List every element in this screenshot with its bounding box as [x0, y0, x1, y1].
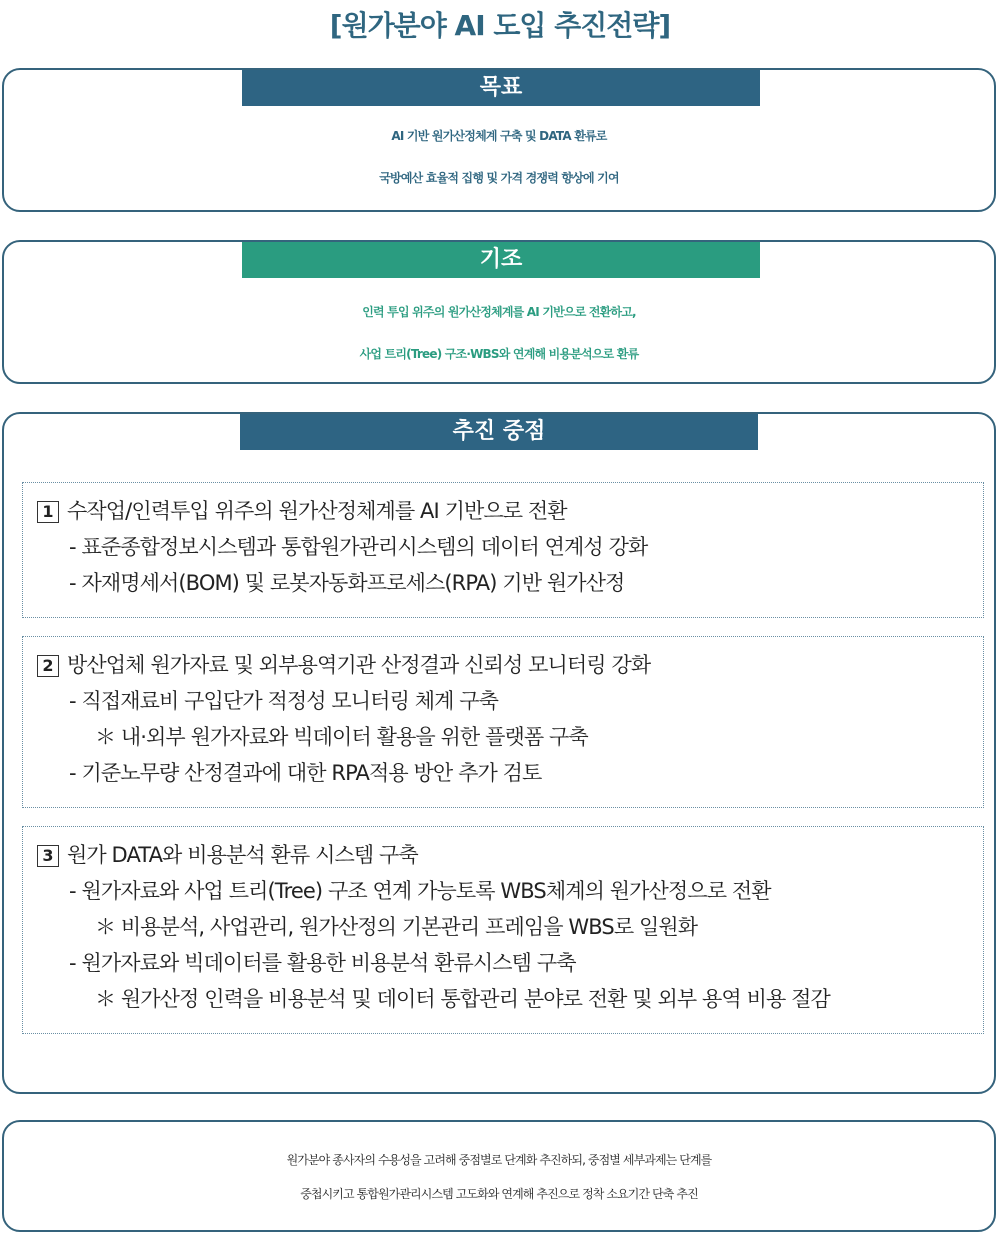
- goal-box: [2, 68, 996, 212]
- focus-item-3-line-4: ＊ 원가산정 인력을 비용분석 및 데이터 통합관리 분야로 전환 및 외부 용역 비용 절감: [95, 987, 830, 1011]
- focus-item-2-line-3: - 기준노무량 산정결과에 대한 RPA적용 방안 추가 검토: [69, 761, 542, 785]
- item-number-badge: 1: [37, 501, 59, 523]
- focus-item-1-line-1: - 표준종합정보시스템과 통합원가관리시스템의 데이터 연계성 강화: [69, 535, 648, 559]
- focus-item-1-heading: [37, 497, 567, 525]
- goal-label: 목표: [242, 70, 760, 106]
- focus-item-3-heading: [37, 841, 418, 869]
- focus-item-1-heading-text: 수작업/인력투입 위주의 원가산정체계를 AI 기반으로 전환: [67, 499, 567, 523]
- focus-item-3-line-3: - 원가자료와 빅데이터를 활용한 비용분석 환류시스템 구축: [69, 951, 576, 975]
- focus-box: [2, 412, 996, 1094]
- focus-item-1: [22, 482, 984, 618]
- goal-line-1: AI 기반 원가산정체계 구축 및 DATA 환류로: [391, 129, 607, 143]
- basis-box: [2, 240, 996, 384]
- focus-item-3: [22, 826, 984, 1034]
- focus-item-2-line-1: - 직접재료비 구입단가 적정성 모니터링 체계 구축: [69, 689, 499, 713]
- page-title: [원가분야 AI 도입 추진전략]: [329, 9, 671, 42]
- footer-line-2: 중첩시키고 통합원가관리시스템 고도화와 연계해 추진으로 정착 소요기간 단축 추진: [300, 1187, 698, 1201]
- footer-box: [2, 1120, 996, 1232]
- basis-line-2: 사업 트리(Tree) 구조·WBS와 연계해 비용분석으로 환류: [359, 347, 639, 361]
- goal-line-2: 국방예산 효율적 집행 및 가격 경쟁력 향상에 기여: [379, 171, 619, 185]
- focus-item-3-heading-text: 원가 DATA와 비용분석 환류 시스템 구축: [67, 843, 418, 867]
- focus-item-2-heading: [37, 651, 650, 679]
- basis-label: 기조: [242, 242, 760, 278]
- basis-line-1: 인력 투입 위주의 원가산정체계를 AI 기반으로 전환하고,: [362, 305, 636, 319]
- item-number-badge: 2: [37, 655, 59, 677]
- focus-item-2-line-2: ＊ 내·외부 원가자료와 빅데이터 활용을 위한 플랫폼 구축: [95, 725, 588, 749]
- focus-item-2: [22, 636, 984, 808]
- focus-item-1-line-2: - 자재명세서(BOM) 및 로봇자동화프로세스(RPA) 기반 원가산정: [69, 571, 625, 595]
- focus-item-3-line-2: ＊ 비용분석, 사업관리, 원가산정의 기본관리 프레임을 WBS로 일원화: [95, 915, 698, 939]
- focus-item-2-heading-text: 방산업체 원가자료 및 외부용역기관 산정결과 신뢰성 모니터링 강화: [67, 653, 651, 677]
- footer-line-1: 원가분야 종사자의 수용성을 고려해 중점별로 단계화 추진하되, 중점별 세부과제는 단계를: [286, 1153, 712, 1167]
- focus-label: 추진 중점: [240, 414, 758, 450]
- focus-item-3-line-1: - 원가자료와 사업 트리(Tree) 구조 연계 가능토록 WBS체계의 원가산정으로 전환: [69, 879, 771, 903]
- item-number-badge: 3: [37, 845, 59, 867]
